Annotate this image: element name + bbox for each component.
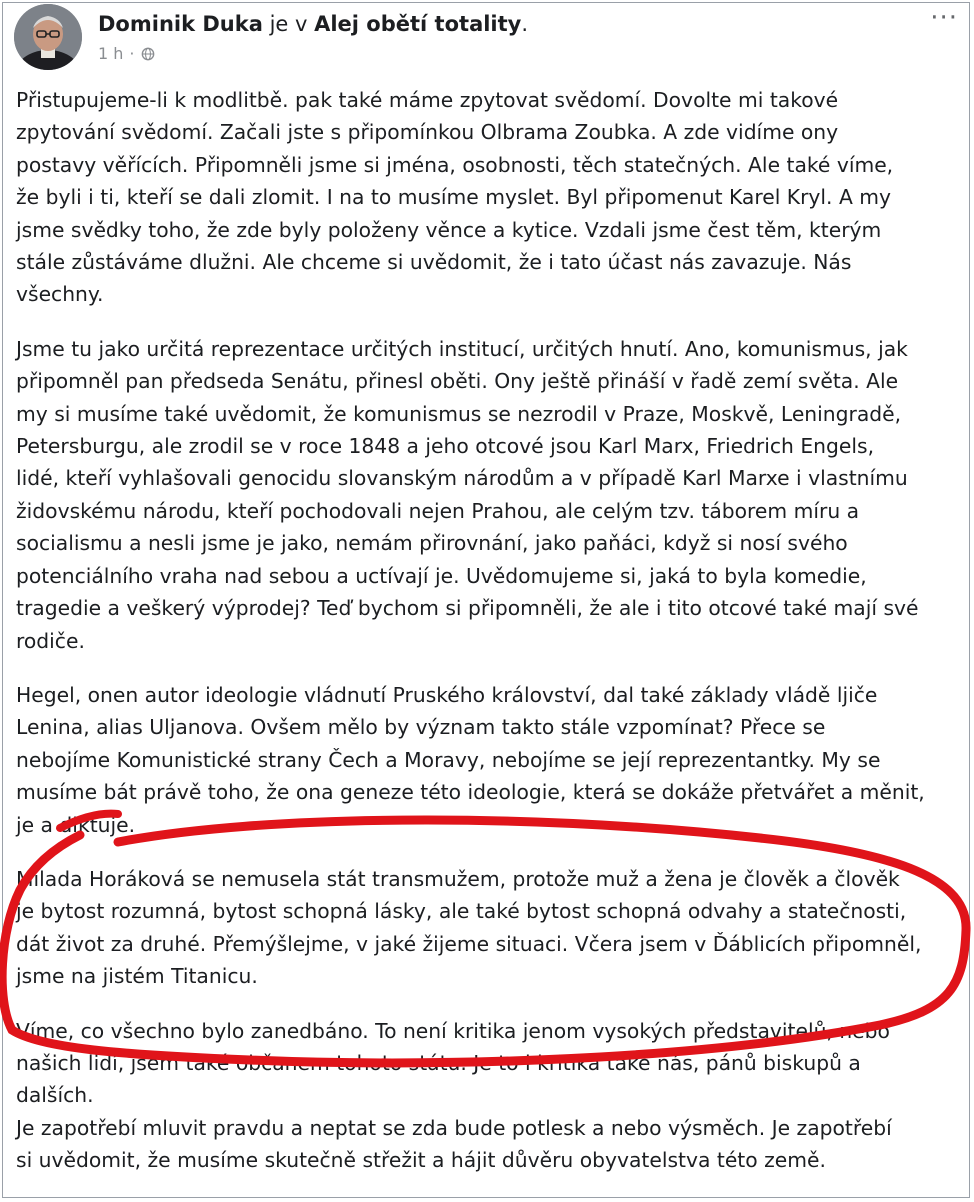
post-time[interactable]: 1 h [98,44,124,63]
author-avatar[interactable] [14,4,82,70]
post-meta [98,44,155,63]
avatar-photo [14,4,82,70]
paragraph-1: Přistupujeme-li k modlitbě. pak také máme zpytovat svědomí. Dovolte mi takové zpytování svědomí. Začali jste s připomínkou Olbrama Zoubka. A zde vidíme ony postavy věřících. Připomněli jsme si jména, osobnosti, těch statečných. Ale také víme, že byli i ti, kteří se dali zlomit. I na to musíme myslet. Byl připomenut Karel Kryl. A my jsme svědky toho, že zde byly položeny věnce a kytice. Vzdali jsme čest těm, kterým stále zůstáváme dlužni. Ale chceme si uvědomit, že i tato účast nás zavazuje. Nás všechny. [16,88,894,307]
more-options-icon[interactable]: ··· [930,3,958,33]
paragraph-5: Víme, co všechno bylo zanedbáno. To není kritika jenom vysokých představitelů, nebo našich lidí, jsem také občanem tohoto státu. Je to i kritika také nás, pánů biskupů a dalších. Je zapotřebí mluvit pravdu a neptat se zda bude potlesk a nebo výsměch. Je zapotřebí si uvědomit, že musíme skutečně střežit a hájit důvěru obyvatelstva této země. [16,1018,892,1173]
author-name[interactable]: Dominik Duka [98,12,263,36]
post-header [14,4,964,74]
globe-icon [141,47,155,61]
place-link[interactable]: Alej obětí totality [314,12,522,36]
post-body [16,84,962,1177]
author-connector: je v [262,12,315,36]
paragraph-2: Jsme tu jako určitá reprezentace určitých institucí, určitých hnutí. Ano, komunismus, jak připomněl pan předseda Senátu, přinesl oběti. Ony ještě přináší v řadě zemí světa. Ale my si musíme také uvědomit, že komunismus se nezrodil v Praze, Moskvě, Leningradě, Petersburgu, ale zrodil se v roce 1848 a jeho otcové jsou Karl Marx, Friedrich Engels, lidé, kteří vyhlašovali genocidu slovanským národům a v případě Karl Marxe i vlastnímu židovskému národu, kteří pochodovali nejen Prahou, ale celým tzv. táborem míru a socialismu a nesli jsme je jako, nemám přirovnání, jako paňáci, když si nosí svého potenciálního vraha nad sebou a uctívají je. Uvědomujeme si, jaká to byla komedie, tragedie a veškerý výprodej? Teď bychom si připomněli, že ale i tito otcové také mají své rodiče. [16,336,919,653]
meta-separator: · [129,44,135,63]
paragraph-3: Hegel, onen autor ideologie vládnutí Pruského království, dal také základy vládě ljiče Lenina, alias Uljanova. Ovšem mělo by význam takto stále vzpomínat? Přece se nebojíme Komunistické strany Čech a Moravy, nebojíme se její reprezentantky. My se musíme bát právě toho, že ona geneze této ideologie, která se dokáže přetvářet a měnit, je a diktuje. [16,682,925,837]
author-line [98,12,528,36]
place-suffix: . [521,12,529,36]
paragraph-4: Milada Horáková se nemusela stát transmužem, protože muž a žena je člověk a člověk je bytost rozumná, bytost schopná lásky, ale také bytost schopná odvahy a statečnosti, dát život za druhé. Přemýšlejme, v jaké žijeme situaci. Včera jsem v Ďáblicích připomněl, jsme na jistém Titanicu. [16,866,922,989]
